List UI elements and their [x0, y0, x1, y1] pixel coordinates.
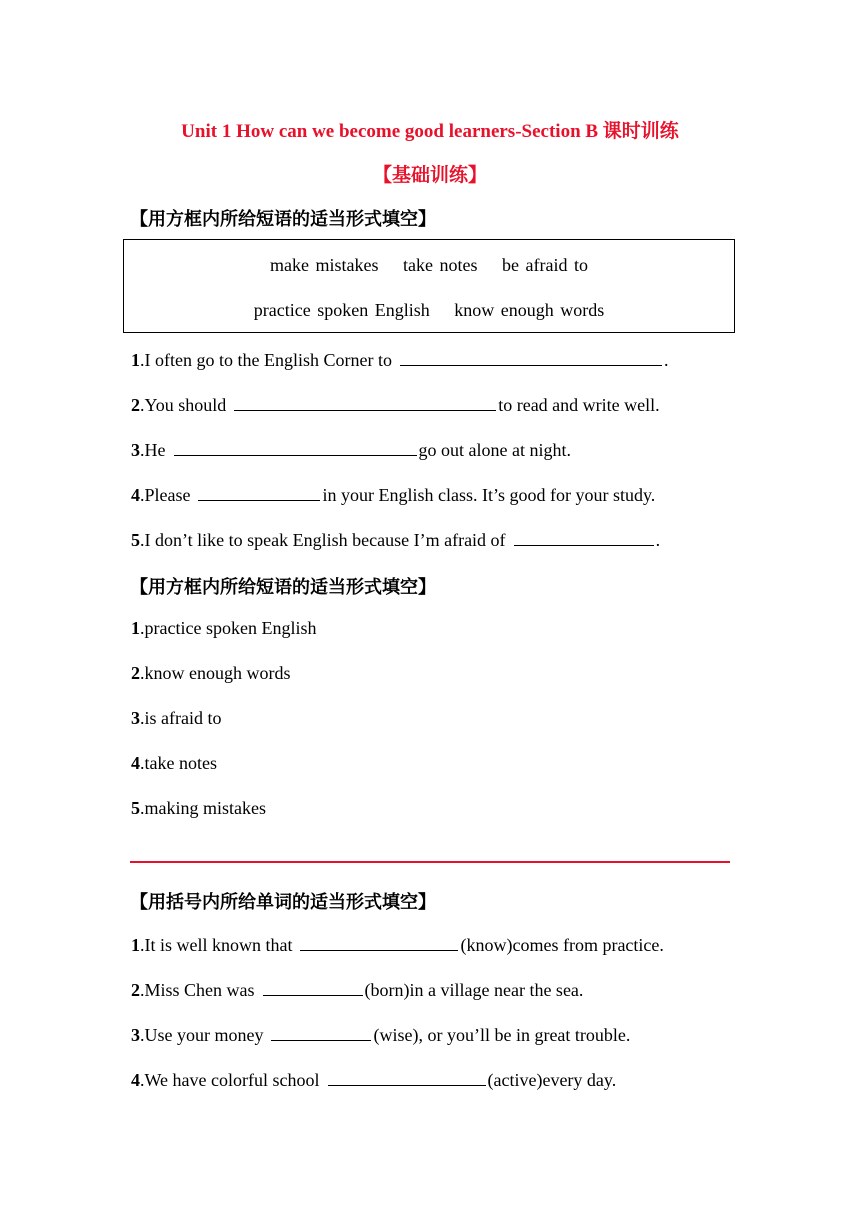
- question-number: 4: [131, 485, 140, 505]
- answer-number: 5: [131, 798, 140, 818]
- answer-blank[interactable]: [514, 528, 654, 546]
- question-number: 4: [131, 1070, 140, 1090]
- answer-blank[interactable]: [400, 348, 662, 366]
- question-4: [131, 483, 655, 506]
- question-text: .He: [140, 440, 166, 460]
- question-number: 3: [131, 1025, 140, 1045]
- phrase: take notes: [403, 255, 478, 275]
- question-number: 1: [131, 935, 140, 955]
- answer-text: .making mistakes: [140, 798, 266, 818]
- answer-text: .practice spoken English: [140, 618, 317, 638]
- answer-text: .is afraid to: [140, 708, 222, 728]
- question-text: .Please: [140, 485, 191, 505]
- phrase: make mistakes: [270, 255, 379, 275]
- answer-number: 2: [131, 663, 140, 683]
- answer-blank[interactable]: [300, 933, 458, 951]
- phrase-box: [123, 239, 735, 333]
- question-text: go out alone at night.: [418, 440, 571, 460]
- question-2-1: [131, 933, 664, 956]
- answer-text: .know enough words: [140, 663, 291, 683]
- answer-number: 3: [131, 708, 140, 728]
- question-text: .You should: [140, 395, 227, 415]
- question-3: [131, 438, 571, 461]
- phrase: know enough words: [454, 300, 605, 320]
- question-text: (know)comes from practice.: [460, 935, 664, 955]
- answer-blank[interactable]: [174, 438, 417, 456]
- question-1: [131, 348, 668, 371]
- answer-item-1: [131, 618, 316, 639]
- question-text: .: [663, 350, 669, 370]
- question-number: 5: [131, 530, 140, 550]
- question-2: [131, 393, 660, 416]
- answer-item-2: [131, 663, 291, 684]
- answer-item-4: [131, 753, 217, 774]
- phrase-row-2: [124, 300, 734, 321]
- question-2-2: [131, 978, 583, 1001]
- exercise-heading-1: 【用方框内所给短语的适当形式填空】: [130, 209, 436, 230]
- answer-heading-1: 【用方框内所给短语的适当形式填空】: [130, 577, 436, 598]
- question-text: .I often go to the English Corner to: [140, 350, 392, 370]
- section-divider: [130, 861, 730, 863]
- section-subtitle: 【基础训练】: [372, 165, 487, 186]
- question-number: 3: [131, 440, 140, 460]
- question-text: (born)in a village near the sea.: [364, 980, 584, 1000]
- answer-number: 4: [131, 753, 140, 773]
- phrase: be afraid to: [502, 255, 588, 275]
- question-text: in your English class. It’s good for your study.: [322, 485, 656, 505]
- answer-blank[interactable]: [263, 978, 363, 996]
- question-text: .Use your money: [140, 1025, 264, 1045]
- document-title: Unit 1 How can we become good learners-Section B 课时训练: [181, 121, 679, 142]
- question-5: [131, 528, 660, 551]
- answer-item-3: [131, 708, 221, 729]
- question-text: .It is well known that: [140, 935, 293, 955]
- question-text: .I don’t like to speak English because I’m afraid of: [140, 530, 506, 550]
- answer-blank[interactable]: [328, 1068, 486, 1086]
- answer-blank[interactable]: [234, 393, 496, 411]
- question-text: (wise), or you’ll be in great trouble.: [373, 1025, 631, 1045]
- question-2-3: [131, 1023, 630, 1046]
- answer-number: 1: [131, 618, 140, 638]
- exercise-heading-2: 【用括号内所给单词的适当形式填空】: [130, 892, 436, 913]
- answer-item-5: [131, 798, 266, 819]
- question-number: 2: [131, 395, 140, 415]
- question-text: (active)every day.: [487, 1070, 617, 1090]
- answer-blank[interactable]: [271, 1023, 371, 1041]
- phrase-row-1: [124, 255, 734, 276]
- question-text: to read and write well.: [498, 395, 660, 415]
- question-number: 2: [131, 980, 140, 1000]
- question-2-4: [131, 1068, 616, 1091]
- question-text: .: [655, 530, 661, 550]
- question-text: .Miss Chen was: [140, 980, 255, 1000]
- answer-blank[interactable]: [198, 483, 320, 501]
- question-number: 1: [131, 350, 140, 370]
- question-text: .We have colorful school: [140, 1070, 320, 1090]
- answer-text: .take notes: [140, 753, 217, 773]
- phrase: practice spoken English: [253, 300, 430, 320]
